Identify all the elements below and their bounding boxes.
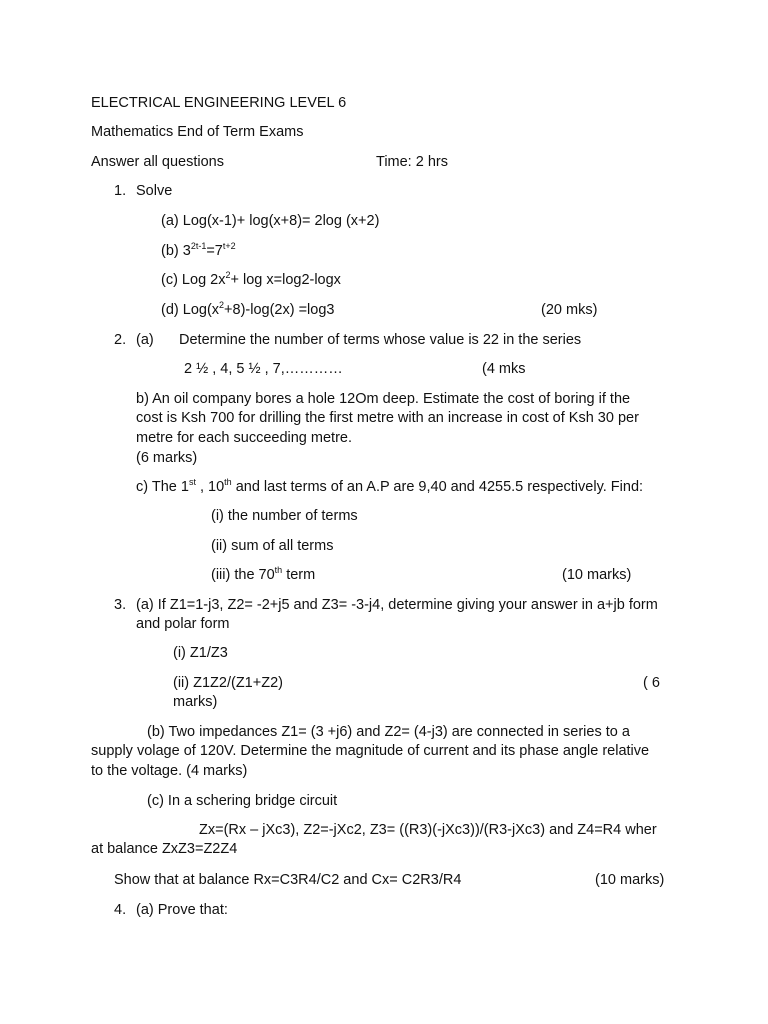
q2-series: 2 ½ , 4, 5 ½ , 7,………… <box>184 361 343 377</box>
q2-part-a-label: (a) <box>136 332 154 348</box>
q1-number: 1. <box>114 183 127 199</box>
q2-part-c: c) The 1st , 10th and last terms of an A.P are 9,40 and 4255.5 respectively. Find: <box>136 477 644 495</box>
q2-part-b-line: metre for each succeeding metre. <box>136 430 352 446</box>
q3-part-c-line: Zx=(Rx – jXc3), Z2=-jXc2, Z3= ((R3)(-jXc3))/(R3-jXc3) and Z4=R4 wher <box>199 822 657 838</box>
q3-part-b-line: supply volage of 120V. Determine the magnitude of current and its phase angle relative <box>91 743 650 759</box>
q1-part-d: (d) $Log(x^2+8)-\log(2x) =\log 3$ <box>161 300 335 318</box>
q2-part-c-marks: (10 marks) <box>562 567 632 583</box>
q2-part-c-iii: (iii) the 70th term <box>211 565 316 583</box>
q2-number: 2. <box>114 332 127 348</box>
q3-part-b-line: to the voltage. (4 marks) <box>91 763 248 779</box>
q2-part-b-marks: (6 marks) <box>136 450 198 466</box>
exam-title: ELECTRICAL ENGINEERING LEVEL 6 <box>91 95 347 111</box>
q1-marks: (20 mks) <box>541 302 598 318</box>
q3-part-a-marks: ( 6 <box>643 675 660 691</box>
q4-number: 4. <box>114 902 127 918</box>
time-allowed: Time: 2 hrs <box>376 154 448 170</box>
q3-part-a-line: (a) If Z1=1-j3, Z2= -2+j5 and Z3= -3-j4, determine giving your answer in a+jb form <box>136 597 658 613</box>
q3-part-a-ii: (ii) Z1Z2/(Z1+Z2) <box>173 675 283 691</box>
q3-part-b-line: (b) Two impedances Z1= (3 +j6) and Z2= (4-j3) are connected in series to a <box>147 724 630 740</box>
q1-label: Solve <box>136 183 173 199</box>
q1-part-a: (a) Log(x-1)+ log(x+8)= 2log (x+2) <box>161 213 380 229</box>
instruction-text: Answer all questions <box>91 154 224 170</box>
q2-part-c-i: (i) the number of terms <box>211 508 358 524</box>
q3-part-a-marks-cont: marks) <box>173 694 218 710</box>
q3-part-c-line: at balance ZxZ3=Z2Z4 <box>91 841 238 857</box>
q1-part-b: (b) $3^{2t-1}=7^{t+2}$ <box>161 241 236 259</box>
q1-part-c: (c) Log $2x^2+ \log x=\log 2-\log x$ <box>161 270 341 288</box>
q2-part-a-marks: (4 mks <box>482 361 526 377</box>
q2-part-b-line: cost is Ksh 700 for drilling the first metre with an increase in cost of Ksh 30 per <box>136 410 639 426</box>
q4-part-a: (a) Prove that: <box>136 902 228 918</box>
q2-part-c-ii: (ii) sum of all terms <box>211 538 334 554</box>
q3-part-a-i: (i) Z1/Z3 <box>173 645 228 661</box>
q3-part-c-label: (c) In a schering bridge circuit <box>147 793 338 809</box>
exam-subtitle: Mathematics End of Term Exams <box>91 124 304 140</box>
q3-part-a-line: and polar form <box>136 616 230 632</box>
q2-part-b-line: b) An oil company bores a hole 12Om deep. Estimate the cost of boring if the <box>136 391 631 407</box>
q2-part-a-text: Determine the number of terms whose value is 22 in the series <box>179 332 582 348</box>
q3-show-that: Show that at balance Rx=C3R4/C2 and Cx= C2R3/R4 <box>114 872 462 888</box>
q3-marks: (10 marks) <box>595 872 665 888</box>
q3-number: 3. <box>114 597 127 613</box>
